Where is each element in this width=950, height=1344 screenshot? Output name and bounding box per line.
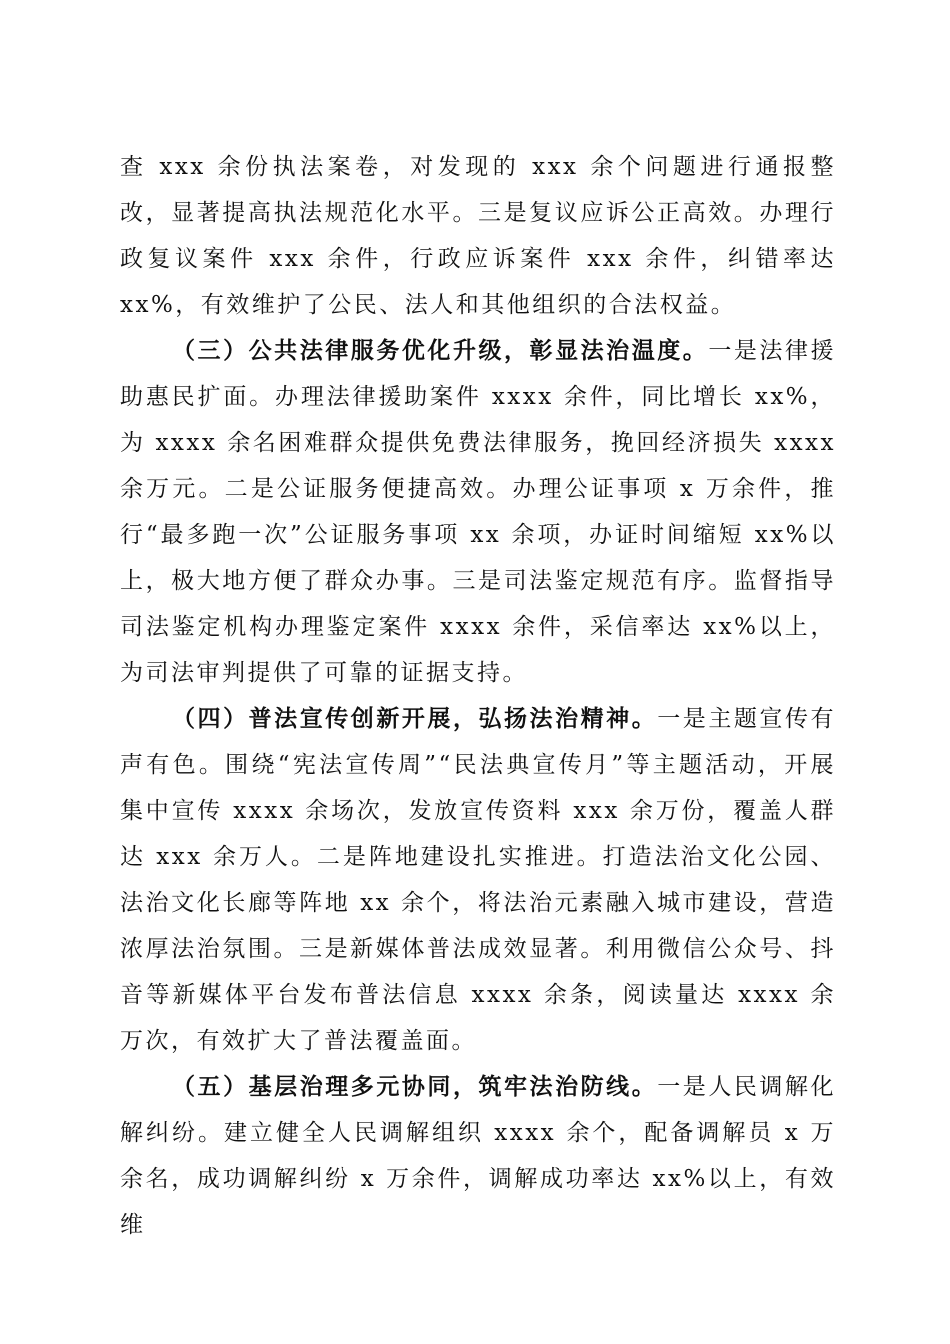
section-heading: （五）基层治理多元协同，筑牢法治防线。 [172, 1073, 658, 1100]
section-heading: （三）公共法律服务优化升级，彰显法治温度。 [172, 337, 709, 364]
paragraph-section-3 [120, 328, 836, 696]
paragraph-text: 一是法律援助惠民扩面。办理法律援助案件 xxxx 余件，同比增长 xx%，为 xxxx 余名困难群众提供免费法律服务，挽回经济损失 xxxx 余万元。二是公证服务便捷高效。办理公证事项 x 万余件，推行“最多跑一次”公证服务事项 xx 余项，办证时间缩短 xx%以上，极大地方便了群众办事。三是司法鉴定规范有序。监督指导司法鉴定机构办理鉴定案件 xxxx 余件，采信率达 xx%以上，为司法审判提供了可靠的证据支持。 [120, 338, 837, 686]
paragraph-section-4 [120, 696, 836, 1064]
paragraph-text: 一是人民调解化解纠纷。建立健全人民调解组织 xxxx 余个，配备调解员 x 万余名，成功调解纠纷 x 万余件，调解成功率达 xx%以上，有效维 [120, 1074, 837, 1238]
paragraph-section-5 [120, 1064, 836, 1248]
paragraph-continuation [120, 144, 836, 328]
section-heading: （四）普法宣传创新开展，弘扬法治精神。 [172, 705, 658, 732]
document-body [120, 144, 836, 1248]
paragraph-text: 一是主题宣传有声有色。围绕“宪法宣传周”“民法典宣传月”等主题活动，开展集中宣传 xxxx 余场次，发放宣传资料 xxx 余万份，覆盖人群达 xxx 余万人。二是阵地建设扎实推进。打造法治文化公园、法治文化长廊等阵地 xx 余个，将法治元素融入城市建设，营造浓厚法治氛围。三是新媒体普法成效显著。利用微信公众号、抖音等新媒体平台发布普法信息 xxxx 余条，阅读量达 xxxx 余万次，有效扩大了普法覆盖面。 [120, 706, 837, 1054]
paragraph-text: 查 xxx 余份执法案卷，对发现的 xxx 余个问题进行通报整改，显著提高执法规范化水平。三是复议应诉公正高效。办理行政复议案件 xxx 余件，行政应诉案件 xxx 余件，纠错率达 xx%，有效维护了公民、法人和其他组织的合法权益。 [120, 154, 836, 318]
